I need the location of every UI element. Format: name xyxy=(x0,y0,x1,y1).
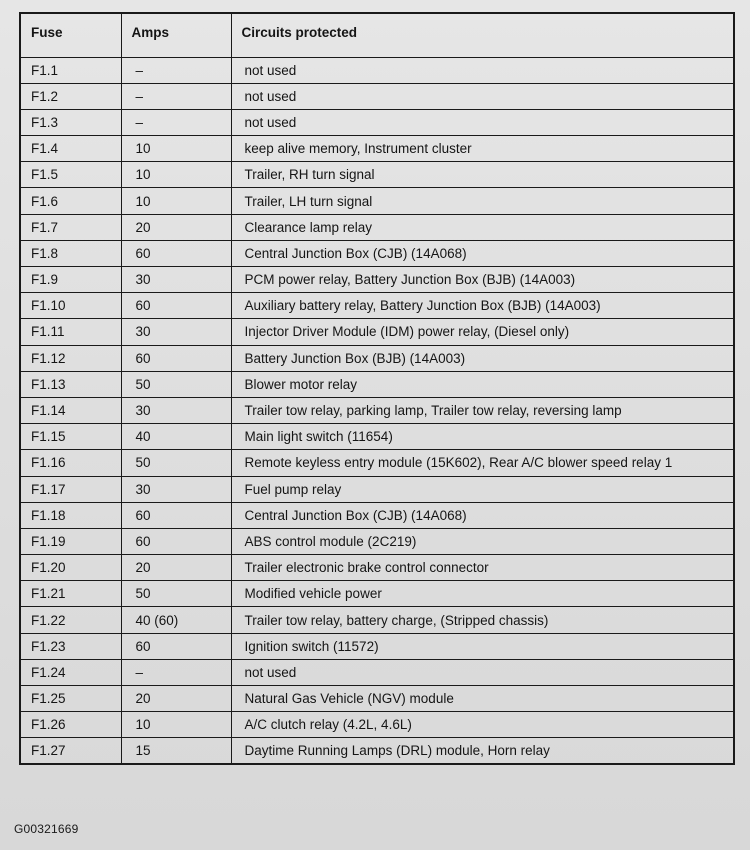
fuse-cell: F1.10 xyxy=(20,293,121,319)
amps-cell: 10 xyxy=(121,162,231,188)
table-row xyxy=(20,162,734,188)
amps-cell: 20 xyxy=(121,214,231,240)
table-row xyxy=(20,214,734,240)
table-row xyxy=(20,476,734,502)
table-row xyxy=(20,738,734,764)
circuits-cell: Main light switch (11654) xyxy=(231,424,734,450)
fuse-cell: F1.19 xyxy=(20,528,121,554)
circuits-cell: Blower motor relay xyxy=(231,371,734,397)
table-row xyxy=(20,83,734,109)
table-row xyxy=(20,659,734,685)
amps-cell: 20 xyxy=(121,686,231,712)
fuse-cell: F1.11 xyxy=(20,319,121,345)
circuits-cell: Ignition switch (11572) xyxy=(231,633,734,659)
fuse-cell: F1.3 xyxy=(20,109,121,135)
table-row xyxy=(20,319,734,345)
table-row xyxy=(20,581,734,607)
table-row xyxy=(20,607,734,633)
fuse-cell: F1.23 xyxy=(20,633,121,659)
fuse-cell: F1.26 xyxy=(20,712,121,738)
circuits-cell: Natural Gas Vehicle (NGV) module xyxy=(231,686,734,712)
fuse-cell: F1.17 xyxy=(20,476,121,502)
circuits-cell: Fuel pump relay xyxy=(231,476,734,502)
column-header-circuits: Circuits protected xyxy=(231,13,734,57)
circuits-cell: Trailer tow relay, battery charge, (Stripped chassis) xyxy=(231,607,734,633)
amps-cell: 60 xyxy=(121,633,231,659)
amps-cell: 60 xyxy=(121,345,231,371)
table-row xyxy=(20,293,734,319)
amps-cell: 50 xyxy=(121,581,231,607)
circuits-cell: Modified vehicle power xyxy=(231,581,734,607)
amps-cell: 30 xyxy=(121,267,231,293)
amps-cell: 10 xyxy=(121,712,231,738)
table-row xyxy=(20,188,734,214)
circuits-cell: Daytime Running Lamps (DRL) module, Horn relay xyxy=(231,738,734,764)
circuits-cell: not used xyxy=(231,109,734,135)
fuse-cell: F1.2 xyxy=(20,83,121,109)
amps-cell: 15 xyxy=(121,738,231,764)
fuse-cell: F1.14 xyxy=(20,397,121,423)
fuse-cell: F1.25 xyxy=(20,686,121,712)
amps-cell: 60 xyxy=(121,528,231,554)
fuse-cell: F1.9 xyxy=(20,267,121,293)
circuits-cell: Clearance lamp relay xyxy=(231,214,734,240)
circuits-cell: Trailer, LH turn signal xyxy=(231,188,734,214)
amps-cell: 10 xyxy=(121,188,231,214)
circuits-cell: Remote keyless entry module (15K602), Rear A/C blower speed relay 1 xyxy=(231,450,734,476)
fuse-cell: F1.8 xyxy=(20,240,121,266)
amps-cell: 50 xyxy=(121,371,231,397)
table-row xyxy=(20,109,734,135)
amps-cell: – xyxy=(121,57,231,83)
circuits-cell: Trailer electronic brake control connector xyxy=(231,555,734,581)
table-row xyxy=(20,502,734,528)
fuse-cell: F1.20 xyxy=(20,555,121,581)
fuse-cell: F1.13 xyxy=(20,371,121,397)
fuse-table xyxy=(19,12,735,765)
circuits-cell: Trailer tow relay, parking lamp, Trailer tow relay, reversing lamp xyxy=(231,397,734,423)
table-row xyxy=(20,712,734,738)
table-body xyxy=(20,57,734,764)
table-row xyxy=(20,240,734,266)
table-row xyxy=(20,371,734,397)
amps-cell: 50 xyxy=(121,450,231,476)
circuits-cell: Battery Junction Box (BJB) (14A003) xyxy=(231,345,734,371)
amps-cell: 60 xyxy=(121,502,231,528)
column-header-fuse: Fuse xyxy=(20,13,121,57)
fuse-cell: F1.27 xyxy=(20,738,121,764)
circuits-cell: Injector Driver Module (IDM) power relay, (Diesel only) xyxy=(231,319,734,345)
table-row xyxy=(20,528,734,554)
table-row xyxy=(20,450,734,476)
fuse-cell: F1.1 xyxy=(20,57,121,83)
circuits-cell: not used xyxy=(231,83,734,109)
amps-cell: 60 xyxy=(121,240,231,266)
amps-cell: 30 xyxy=(121,476,231,502)
figure-id: G00321669 xyxy=(14,822,79,836)
amps-cell: 20 xyxy=(121,555,231,581)
amps-cell: 60 xyxy=(121,293,231,319)
circuits-cell: keep alive memory, Instrument cluster xyxy=(231,136,734,162)
circuits-cell: A/C clutch relay (4.2L, 4.6L) xyxy=(231,712,734,738)
circuits-cell: Trailer, RH turn signal xyxy=(231,162,734,188)
table-row xyxy=(20,136,734,162)
amps-cell: – xyxy=(121,109,231,135)
circuits-cell: Auxiliary battery relay, Battery Junction Box (BJB) (14A003) xyxy=(231,293,734,319)
amps-cell: 40 (60) xyxy=(121,607,231,633)
table-row xyxy=(20,555,734,581)
circuits-cell: Central Junction Box (CJB) (14A068) xyxy=(231,240,734,266)
amps-cell: 30 xyxy=(121,397,231,423)
fuse-cell: F1.24 xyxy=(20,659,121,685)
fuse-cell: F1.16 xyxy=(20,450,121,476)
table-row xyxy=(20,57,734,83)
amps-cell: 40 xyxy=(121,424,231,450)
circuits-cell: PCM power relay, Battery Junction Box (BJB) (14A003) xyxy=(231,267,734,293)
amps-cell: – xyxy=(121,659,231,685)
circuits-cell: ABS control module (2C219) xyxy=(231,528,734,554)
table-header-row xyxy=(20,13,734,57)
circuits-cell: not used xyxy=(231,57,734,83)
fuse-cell: F1.18 xyxy=(20,502,121,528)
fuse-cell: F1.22 xyxy=(20,607,121,633)
circuits-cell: not used xyxy=(231,659,734,685)
table-row xyxy=(20,267,734,293)
table-row xyxy=(20,424,734,450)
circuits-cell: Central Junction Box (CJB) (14A068) xyxy=(231,502,734,528)
fuse-cell: F1.6 xyxy=(20,188,121,214)
amps-cell: 10 xyxy=(121,136,231,162)
table-row xyxy=(20,686,734,712)
fuse-cell: F1.4 xyxy=(20,136,121,162)
fuse-cell: F1.15 xyxy=(20,424,121,450)
column-header-amps: Amps xyxy=(121,13,231,57)
amps-cell: 30 xyxy=(121,319,231,345)
table-row xyxy=(20,397,734,423)
fuse-cell: F1.7 xyxy=(20,214,121,240)
fuse-cell: F1.5 xyxy=(20,162,121,188)
fuse-cell: F1.21 xyxy=(20,581,121,607)
fuse-cell: F1.12 xyxy=(20,345,121,371)
amps-cell: – xyxy=(121,83,231,109)
table-row xyxy=(20,633,734,659)
table-row xyxy=(20,345,734,371)
